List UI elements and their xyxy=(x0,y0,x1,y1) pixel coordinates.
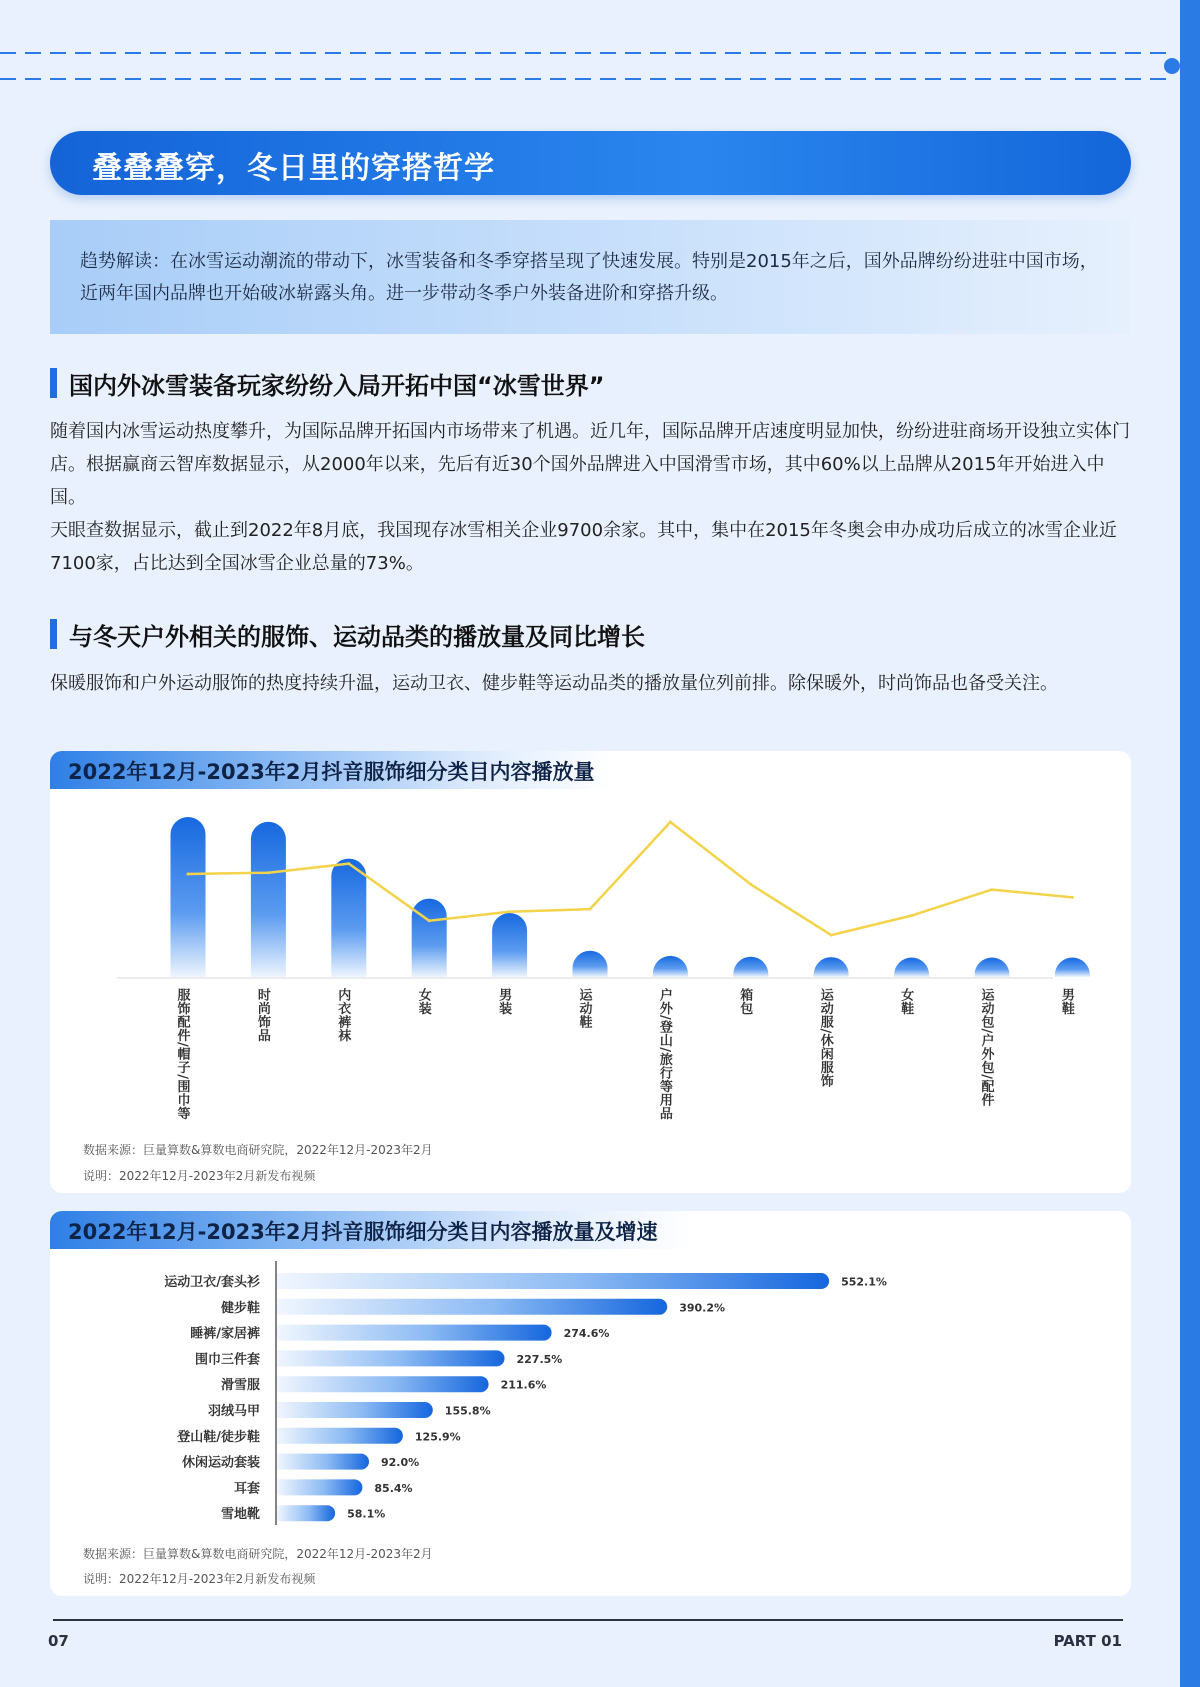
chart1-bar xyxy=(492,913,527,977)
chart1-line-point xyxy=(1071,896,1074,899)
chart2-value-label: 92.0% xyxy=(381,1456,420,1470)
chart2-category-label: 雪地靴 xyxy=(220,1507,260,1523)
dashed-decoration xyxy=(0,44,1180,88)
chart1-bar xyxy=(975,958,1010,978)
section2-accent xyxy=(50,619,57,649)
chart2-svg xyxy=(50,1211,1131,1596)
chart1-bar xyxy=(251,822,286,977)
page-title-banner xyxy=(50,131,1131,195)
chart2-value-label: 58.1% xyxy=(347,1507,386,1521)
chart1-bar xyxy=(412,899,447,977)
trend-text: 趋势解读：在冰雪运动潮流的带动下，冰雪装备和冬季穿搭呈现了快速发展。特别是2015年之后，国外品牌纷纷进驻中国市场，近两年国内品牌也开始破冰崭露头角。进一步带动冬季户外装备进阶和穿搭升级。 xyxy=(80,251,1098,304)
chart2-bar xyxy=(277,1273,829,1289)
chart2-bar xyxy=(277,1299,667,1315)
chart1-card xyxy=(50,751,1131,1193)
chart2-value-label: 155.8% xyxy=(444,1404,491,1418)
chart2-card xyxy=(50,1211,1131,1596)
chart1-line-point xyxy=(267,871,270,874)
chart2-title: 2022年12月-2023年2月抖音服饰细分类目内容播放量及增速 xyxy=(68,1220,658,1244)
chart1-category-label: 时尚饰品 xyxy=(254,988,270,1042)
chart2-category-label: 羽绒马甲 xyxy=(207,1404,260,1419)
chart1-line-point xyxy=(589,908,592,911)
chart1-line-point xyxy=(749,883,752,886)
chart1-line-point xyxy=(830,934,833,937)
chart1-svg xyxy=(50,751,1131,1193)
chart2-category-label: 耳套 xyxy=(233,1481,260,1497)
chart2-category-label: 围巾三件套 xyxy=(194,1352,260,1368)
chart2-bar xyxy=(277,1402,433,1418)
chart1-growth-line xyxy=(188,822,1072,935)
chart2-source: 数据来源：巨量算数&算数电商研究院，2022年12月-2023年2月 xyxy=(83,1547,433,1561)
chart2-category-label: 健步鞋 xyxy=(220,1300,260,1316)
chart1-category-label: 运动鞋 xyxy=(576,988,592,1029)
chart1-line-point xyxy=(428,919,431,922)
chart1-line-point xyxy=(508,910,511,913)
chart1-bar xyxy=(814,957,849,977)
chart2-category-label: 登山鞋/徒步鞋 xyxy=(177,1429,260,1445)
part-label: PART 01 xyxy=(1053,1632,1122,1650)
section1-heading-text: 国内外冰雪装备玩家纷纷入局开拓中国“冰雪世界” xyxy=(69,372,605,400)
section1-para2: 天眼查数据显示，截止到2022年8月底，我国现存冰雪相关企业9700余家。其中，集中在2015年冬奥会申办成功后成立的冰雪企业近7100家，占比达到全国冰雪企业总量的73%。 xyxy=(50,520,1117,574)
section2-para: 保暖服饰和户外运动服饰的热度持续升温，运动卫衣、健步鞋等运动品类的播放量位列前排。除保暖外，时尚饰品也备受关注。 xyxy=(50,673,1058,694)
chart2-bar xyxy=(277,1376,489,1392)
chart1-line-point xyxy=(347,862,350,865)
chart2-bar xyxy=(277,1428,403,1444)
page-number: 07 xyxy=(48,1632,69,1650)
chart2-value-label: 125.9% xyxy=(414,1430,461,1444)
chart1-source: 数据来源：巨量算数&算数电商研究院，2022年12月-2023年2月 xyxy=(83,1143,433,1157)
chart1-bar xyxy=(171,817,206,977)
chart2-value-label: 552.1% xyxy=(841,1275,887,1289)
section1-accent xyxy=(50,368,57,398)
footer-divider xyxy=(53,1619,1123,1621)
chart1-category-label: 运动服/休闲服饰 xyxy=(817,988,833,1088)
chart2-note: 说明：2022年12月-2023年2月新发布视频 xyxy=(83,1572,316,1586)
chart1-category-label: 男装 xyxy=(496,988,512,1015)
chart1-line-point xyxy=(187,873,190,876)
chart1-bar xyxy=(894,958,929,978)
chart1-category-label: 男鞋 xyxy=(1058,988,1074,1015)
chart1-line-point xyxy=(991,888,994,891)
right-edge-bar xyxy=(1180,0,1200,1687)
section2-heading-text: 与冬天户外相关的服饰、运动品类的播放量及同比增长 xyxy=(69,623,645,651)
page-title: 叠叠叠穿，冬日里的穿搭哲学 xyxy=(92,151,495,186)
chart1-category-label: 女鞋 xyxy=(898,988,914,1015)
chart1-line-point xyxy=(669,821,672,824)
chart2-value-label: 211.6% xyxy=(500,1378,547,1392)
chart2-category-label: 睡裤/家居裤 xyxy=(190,1326,260,1342)
chart2-category-label: 休闲运动套装 xyxy=(181,1455,260,1471)
chart2-value-label: 390.2% xyxy=(679,1301,726,1315)
chart1-bar xyxy=(331,859,366,977)
chart1-bar xyxy=(1055,958,1090,978)
chart2-value-label: 274.6% xyxy=(563,1327,610,1341)
chart1-line-point xyxy=(910,914,913,917)
trend-box xyxy=(50,220,1130,334)
chart1-category-label: 女装 xyxy=(415,988,431,1015)
chart1-category-label: 箱包 xyxy=(737,988,753,1015)
chart2-value-label: 227.5% xyxy=(516,1352,563,1366)
chart2-bar xyxy=(277,1505,335,1521)
chart2-category-label: 滑雪服 xyxy=(220,1378,260,1394)
chart1-bar xyxy=(733,957,768,977)
chart2-bar xyxy=(277,1479,362,1495)
chart1-category-label: 运动包/户外包/配件 xyxy=(978,988,994,1107)
chart1-note: 说明：2022年12月-2023年2月新发布视频 xyxy=(83,1169,316,1183)
chart2-bar xyxy=(277,1454,369,1470)
chart2-bar xyxy=(277,1325,552,1341)
chart2-value-label: 85.4% xyxy=(374,1481,413,1495)
chart1-category-label: 内衣裤袜 xyxy=(335,988,351,1042)
chart2-bar xyxy=(277,1350,505,1366)
chart1-title: 2022年12月-2023年2月抖音服饰细分类目内容播放量 xyxy=(68,760,595,784)
chart2-category-label: 运动卫衣/套头衫 xyxy=(164,1275,260,1290)
chart1-bar xyxy=(573,951,608,977)
section1-para1: 随着国内冰雪运动热度攀升，为国际品牌开拓国内市场带来了机遇。近几年，国际品牌开店速度明显加快，纷纷进驻商场开设独立实体门店。根据赢商云智库数据显示，从2000年以来，先后有近30个国外品牌进入中国滑雪市场，其中60%以上品牌从2015年开始进入中国。 xyxy=(50,421,1130,508)
chart1-category-label: 户外/登山/旅行等用品 xyxy=(656,988,672,1120)
chart1-category-label: 服饰配件/帽子/围巾等 xyxy=(174,988,190,1120)
chart1-bar xyxy=(653,956,688,977)
